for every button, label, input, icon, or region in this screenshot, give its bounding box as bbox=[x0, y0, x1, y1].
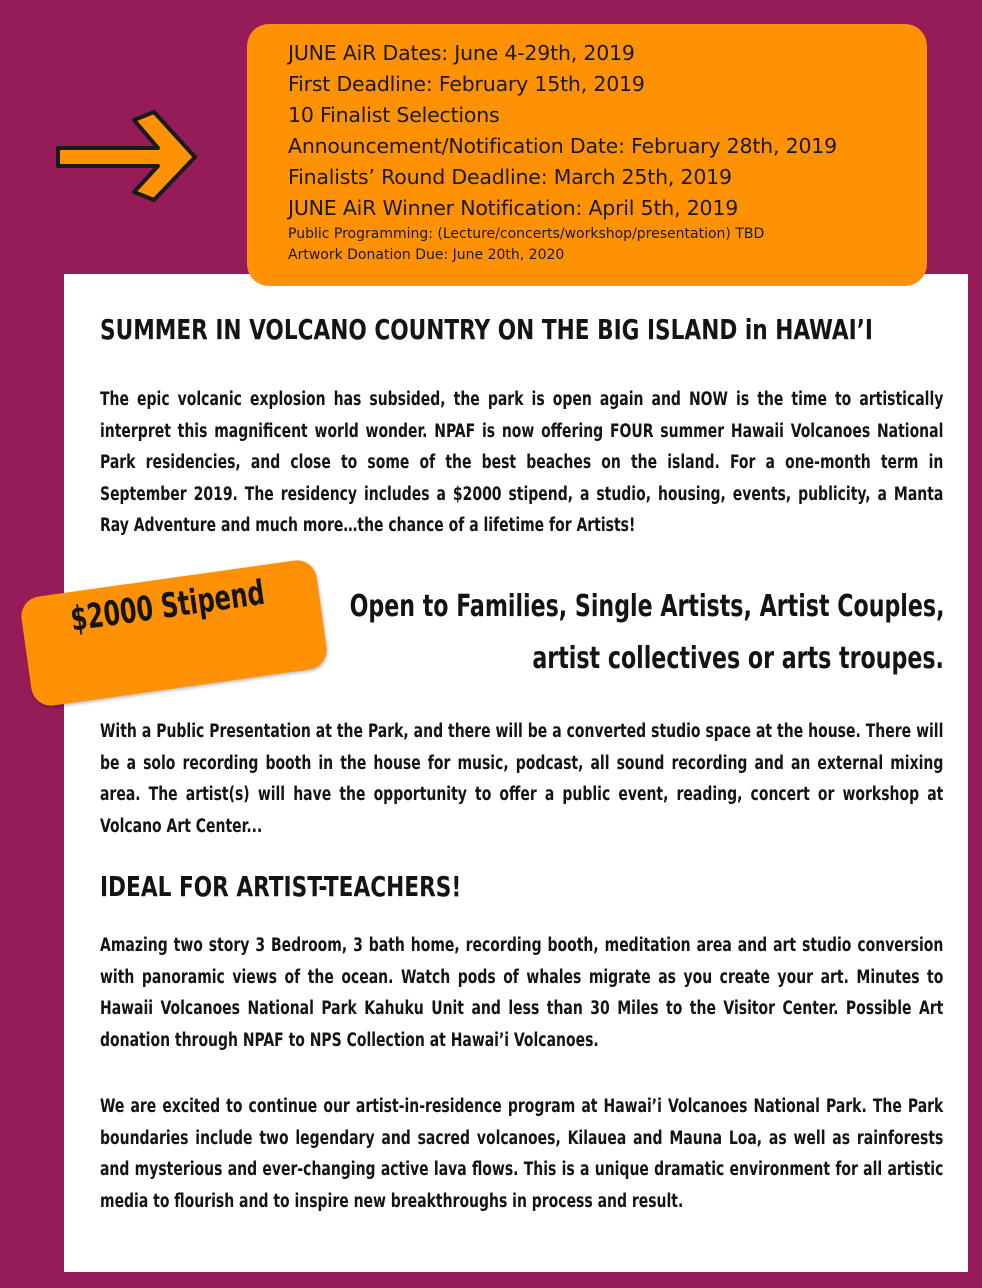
date-line-finalists: 10 Finalist Selections bbox=[288, 103, 500, 127]
date-line-winner-notification: JUNE AiR Winner Notification: April 5th, 2019 bbox=[288, 196, 739, 220]
open-to-line-1-text: Open to Families, Single Artists, Artist Couples, bbox=[349, 589, 944, 624]
program-paragraph bbox=[100, 1091, 944, 1251]
open-to-line-2 bbox=[442, 641, 944, 677]
main-heading: SUMMER IN VOLCANO COUNTRY ON THE BIG ISLAND in HAWAI’I bbox=[100, 313, 873, 346]
date-line-air-dates: JUNE AiR Dates: June 4-29th, 2019 bbox=[288, 41, 635, 65]
home-description-paragraph bbox=[100, 930, 944, 1060]
date-line-finalists-deadline: Finalists’ Round Deadline: March 25th, 2019 bbox=[288, 165, 732, 189]
date-line-public-programming: Public Programming: (Lecture/concerts/workshop/presentation) TBD bbox=[288, 226, 765, 242]
arrow-right-icon bbox=[50, 100, 200, 210]
date-line-first-deadline: First Deadline: February 15th, 2019 bbox=[288, 72, 645, 96]
date-line-artwork-donation: Artwork Donation Due: June 20th, 2020 bbox=[288, 247, 565, 263]
home-description-paragraph-text: Amazing two story 3 Bedroom, 3 bath home, recording booth, meditation area and art studio conversion with panoramic views of the ocean. Watch pods of whales migrate as you create your art. Minutes to Hawaii Volcanoes National Park Kahuku Unit and less than 30 Miles to the Visitor Center. Possible Art donation through NPAF to NPS Collection at Hawai’i Volcanoes. bbox=[100, 935, 944, 1051]
program-paragraph-text: We are excited to continue our artist-in-residence program at Hawai’i Volcanoes National Park. The Park boundaries include two legendary and sacred volcanoes, Kilauea and Mauna Loa, as well as rainforests and mysterious and ever-changing active lava flows. This is a unique dramatic environment for all artistic media to flourish and to inspire new breakthroughs in process and result. bbox=[100, 1096, 944, 1212]
presentation-paragraph-text: With a Public Presentation at the Park, and there will be a converted studio space at the house. There will be a solo recording booth in the house for music, podcast, all sound recording and an external mixing area. The artist(s) will have the opportunity to offer a public event, reading, concert or workshop at Volcano Art Center... bbox=[100, 721, 944, 837]
key-dates-box bbox=[247, 24, 927, 286]
open-to-line-1 bbox=[219, 589, 944, 625]
intro-paragraph bbox=[100, 384, 944, 544]
intro-paragraph-text: The epic volcanic explosion has subsided, the park is open again and NOW is the time to artistically interpret this magnificent world wonder. NPAF is now offering FOUR summer Hawaii Volcanoes National Park residencies, and close to some of the best beaches on the island. For a one-month term in September 2019. The residency includes a $2000 stipend, a studio, housing, events, publicity, a Manta Ray Adventure and much more…the chance of a lifetime for Artists! bbox=[100, 389, 944, 536]
presentation-paragraph bbox=[100, 716, 944, 846]
open-to-line-2-text: artist collectives or arts troupes. bbox=[532, 641, 944, 676]
section-heading-artist-teachers: IDEAL FOR ARTIST-TEACHERS! bbox=[100, 870, 462, 903]
date-line-announcement: Announcement/Notification Date: February 28th, 2019 bbox=[288, 134, 837, 158]
stipend-badge-text: $2000 Stipend bbox=[68, 572, 268, 640]
